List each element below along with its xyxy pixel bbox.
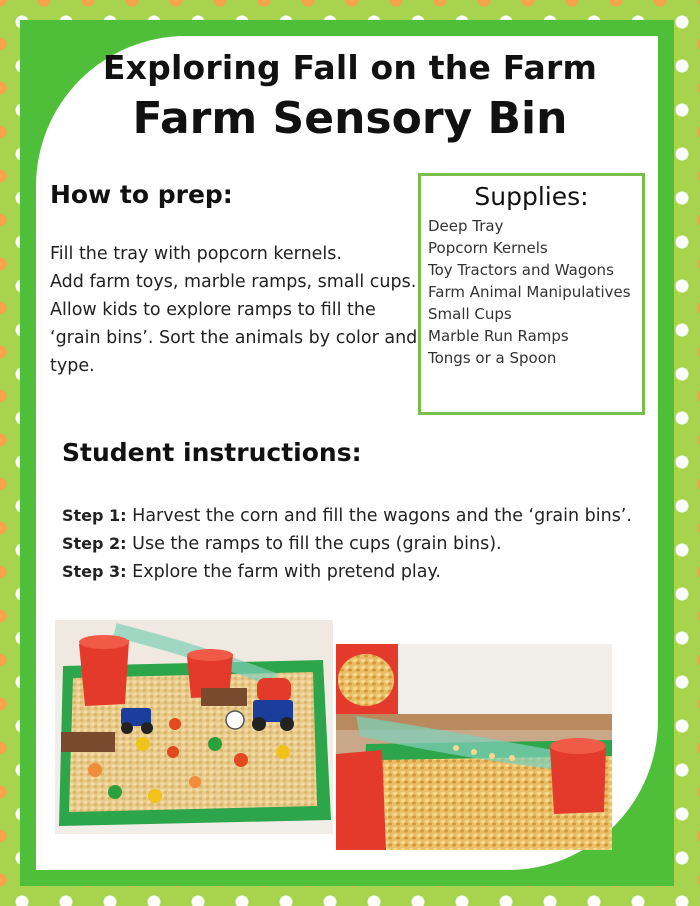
step-label: Step 3: [62,562,127,581]
sensory-bin-photo [55,620,333,834]
step-text: Use the ramps to fill the cups (grain bins). [132,534,502,554]
prep-heading: How to prep: [50,180,233,209]
supply-item: Farm Animal Manipulatives [428,283,631,301]
supply-item: Toy Tractors and Wagons [428,261,614,279]
ramp-closeup-illustration [336,644,612,850]
student-steps [62,502,652,586]
step-text: Explore the farm with pretend play. [132,562,441,582]
prep-paragraph: Fill the tray with popcorn kernels. [50,244,342,264]
supply-item: Tongs or a Spoon [428,349,557,367]
supplies-list [421,215,642,369]
supply-item: Deep Tray [428,217,504,235]
step-label: Step 1: [62,506,127,525]
supply-item: Popcorn Kernels [428,239,548,257]
sensory-bin-illustration [55,620,333,834]
ramp-closeup-photo [336,644,612,850]
supply-item: Marble Run Ramps [428,327,569,345]
prep-paragraph: Add farm toys, marble ramps, small cups. [50,272,417,292]
student-heading: Student instructions: [62,438,362,467]
step-text: Harvest the corn and fill the wagons and the ‘grain bins’. [132,506,632,526]
page-subtitle: Farm Sensory Bin [132,93,568,144]
supplies-box [418,173,645,415]
prep-paragraph: Allow kids to explore ramps to fill the ‘grain bins’. Sort the animals by color and type. [50,300,418,376]
step-2 [62,530,652,558]
supply-item: Small Cups [428,305,512,323]
step-1 [62,502,652,530]
step-label: Step 2: [62,534,127,553]
prep-instructions [50,240,425,380]
supplies-heading: Supplies: [474,182,589,211]
page-title: Exploring Fall on the Farm [102,48,598,87]
step-3 [62,558,652,586]
